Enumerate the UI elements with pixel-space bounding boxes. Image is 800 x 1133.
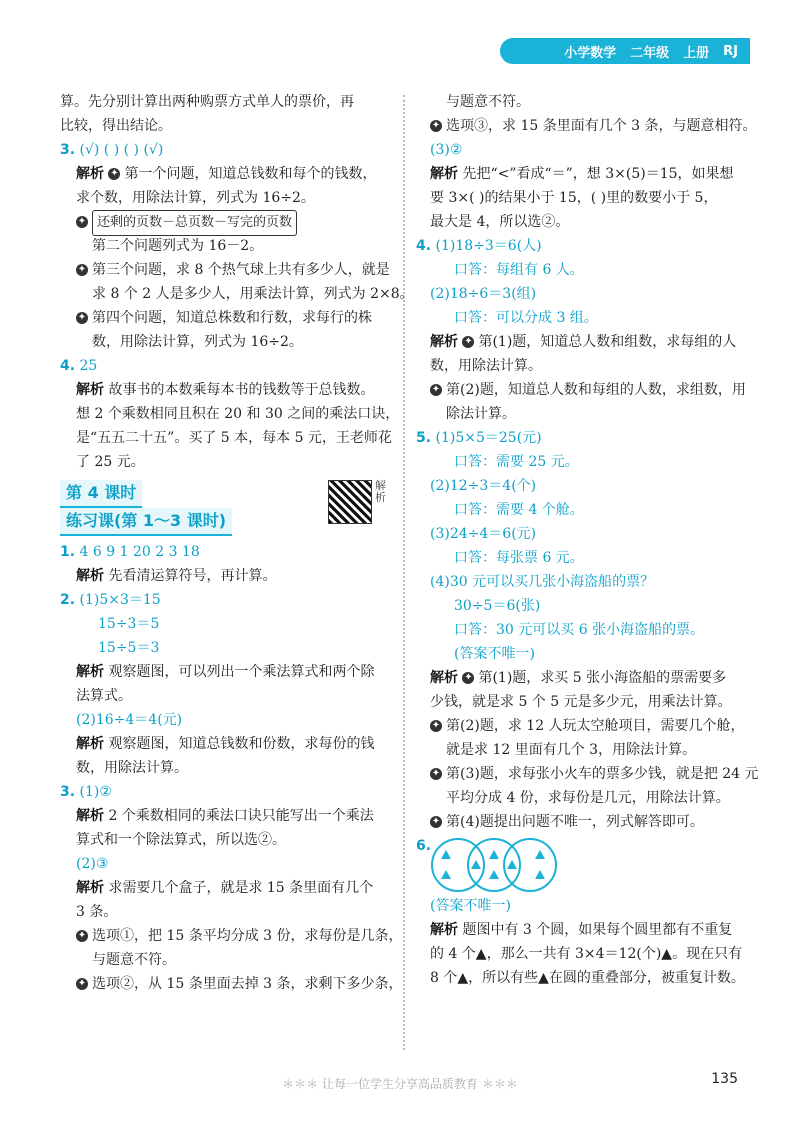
question-3: 3. (√) ( ) ( ) (√) <box>60 142 164 158</box>
text-line: 数，用除法计算。 <box>430 358 542 374</box>
point-icon: ✦ <box>77 312 87 323</box>
triangle-icon <box>535 850 545 859</box>
triangle-icon <box>441 850 451 859</box>
header-grade: 二年级 <box>630 45 670 61</box>
text-line: ✦ 选项②，从 15 条里面去掉 3 条，求剩下多少条， <box>77 976 403 992</box>
text-line: ✦ 第(3)题，求每张小火车的票多少钱，就是把 24 元 <box>431 766 759 782</box>
note: (答案不唯一) <box>454 646 535 662</box>
point-icon: ✦ <box>431 816 441 827</box>
triangle-icon <box>507 860 517 869</box>
text-line: ✦ 第三个问题，求 8 个热气球上共有多少人，就是 <box>77 262 390 278</box>
footer-slogan: ＊＊＊ 让每一位学生分享高品质教育 ＊＊＊ <box>282 1077 518 1091</box>
text-line: 比较，得出结论。 <box>60 118 172 134</box>
lesson-heading <box>60 480 390 540</box>
question-4: 4. 25 <box>60 358 98 374</box>
answer: (2)③ <box>76 856 109 872</box>
analysis-line: 解析 ✦ 第(1)题，求买 5 张小海盗船的票需要多 <box>430 670 727 686</box>
practice-3: 3. (1)② <box>60 784 112 800</box>
text-line: 是“五五二十五”。买了 5 本，每本 5 元，王老师花 <box>76 430 392 446</box>
analysis-line: 解析 2 个乘数相同的乘法口诀只能写出一个乘法 <box>76 808 374 824</box>
text-line: 就是求 12 里面有几个 3，用除法计算。 <box>446 742 697 758</box>
note: (答案不唯一) <box>430 898 511 914</box>
equation: (2)16÷4＝4(元) <box>76 712 183 728</box>
answer: 口答：每张票 6 元。 <box>454 550 584 566</box>
text-line: 想 2 个乘数相同且积在 20 和 30 之间的乘法口诀， <box>76 406 400 422</box>
lesson-subtitle: 练习课(第 1～3 课时) <box>60 508 232 536</box>
text-line: 与题意不符。 <box>92 952 176 968</box>
analysis-line: 解析 先看清运算符号，再计算。 <box>76 568 277 584</box>
analysis-line: 解析 ✦ 第一个问题，知道总钱数和每个的钱数， <box>76 166 377 182</box>
text-line: ✦ 第(2)题，求 12 人玩太空舱项目，需要几个舱， <box>431 718 745 734</box>
triangle-icon <box>489 870 499 879</box>
point-icon: ✦ <box>77 264 87 275</box>
analysis-line: 解析 先把“<”看成“＝”，想 3×(5)＝15，如果想 <box>430 166 734 182</box>
text-line: ✦ 第四个问题，知道总株数和行数，求每行的株 <box>77 310 372 326</box>
question-5: 5. (1)5×5＝25(元) <box>416 430 542 446</box>
left-column <box>60 90 414 996</box>
point-icon: ✦ <box>77 930 87 941</box>
point-icon: ✦ <box>431 120 441 131</box>
analysis-line: 解析 ✦ 第(1)题，知道总人数和组数，求每组的人 <box>430 334 737 350</box>
equation: (4)30 元可以买几张小海盗船的票？ <box>430 574 655 590</box>
question-6: 6. <box>416 838 760 894</box>
point-icon: ✦ <box>464 336 473 347</box>
text-line: 求 8 个 2 人是多少人，用乘法计算，列式为 2×8。 <box>92 286 414 302</box>
text-line: 8 个▲，所以有些▲在圆的重叠部分，被重复计数。 <box>430 970 745 986</box>
text-line: ✦ 选项③，求 15 条里面有几个 3 条，与题意相符。 <box>431 118 757 134</box>
qr-code-icon[interactable] <box>328 480 372 524</box>
text-line: 数，用除法计算，列式为 16÷2。 <box>92 334 303 350</box>
point-icon: ✦ <box>431 384 441 395</box>
triangle-icon <box>441 870 451 879</box>
text-line: ✦ 第(2)题，知道总人数和每组的人数，求组数，用 <box>431 382 746 398</box>
triangle-icon <box>489 850 499 859</box>
point-icon: ✦ <box>77 216 87 227</box>
practice-1: 1. 4 6 9 1 20 2 3 18 <box>60 544 200 560</box>
text-line: 少钱，就是求 5 个 5 元是多少元，用乘法计算。 <box>430 694 732 710</box>
analysis-line: 解析 观察题图，可以列出一个乘法算式和两个除 <box>76 664 375 680</box>
point-icon: ✦ <box>464 672 473 683</box>
answer: 口答：需要 25 元。 <box>454 454 579 470</box>
point-icon: ✦ <box>77 978 87 989</box>
qr-label: 解析 <box>375 479 386 504</box>
text-line: 最大是 4，所以选②。 <box>430 214 570 230</box>
text-line: 要 3×( )的结果小于 15，( )里的数要小于 5， <box>430 190 718 206</box>
answer: 口答：需要 4 个舱。 <box>454 502 584 518</box>
text-line: ✦ 第(4)题提出问题不唯一，列式解答即可。 <box>431 814 704 830</box>
text-line: 求个数，用除法计算，列式为 16÷2。 <box>76 190 315 206</box>
header-subject: 小学数学 <box>564 45 617 61</box>
answer: 口答：每组有 6 人。 <box>454 262 584 278</box>
question-4-right: 4. (1)18÷3＝6(人) <box>416 238 542 254</box>
q3-answers: (√) ( ) ( ) (√) <box>79 142 164 158</box>
text-line: 平均分成 4 份，求每份是几元，用除法计算。 <box>446 790 730 806</box>
text-line: 数，用除法计算。 <box>76 760 188 776</box>
equation: 15÷5＝3 <box>98 640 160 656</box>
text-line: 除法计算。 <box>446 406 516 422</box>
equation: (3)24÷4＝6(元) <box>430 526 537 542</box>
text-line: ✦ 选项①，把 15 条平均分成 3 份，求每份是几条， <box>77 928 403 944</box>
text-line: 3 条。 <box>76 904 118 920</box>
text-line: 算式和一个除法算式，所以选②。 <box>76 832 286 848</box>
text-line: 与题意不符。 <box>446 94 530 110</box>
text-line: 的 4 个▲，那么一共有 3×4＝12(个)▲。现在只有 <box>430 946 743 962</box>
triangle-icon <box>471 860 481 869</box>
practice-2: 2. (1)5×3＝15 <box>60 592 161 608</box>
page-number: 135 <box>711 1071 738 1087</box>
text-line: 法算式。 <box>76 688 132 704</box>
answer: 口答：可以分成 3 组。 <box>454 310 598 326</box>
point-icon: ✦ <box>431 720 441 731</box>
equation: (2)12÷3＝4(个) <box>430 478 537 494</box>
right-column <box>416 90 760 990</box>
header-edition: RJ <box>723 43 738 59</box>
formula-box: 还剩的页数－总页数－写完的页数 <box>92 210 297 236</box>
analysis-line: 解析 故事书的本数乘每本书的钱数等于总钱数。 <box>76 382 375 398</box>
analysis-line: 解析 观察题图，知道总钱数和份数，求每份的钱 <box>76 736 375 752</box>
venn-diagram <box>431 838 561 894</box>
point-icon: ✦ <box>110 168 119 179</box>
header-bar <box>500 38 750 64</box>
lesson-title: 第 4 课时 <box>60 480 142 508</box>
column-divider <box>403 95 405 1050</box>
point-icon: ✦ <box>431 768 441 779</box>
text-line: 算。先分别计算出两种购票方式单人的票价，再 <box>60 94 354 110</box>
analysis-line: 解析 求需要几个盒子，就是求 15 条里面有几个 <box>76 880 374 896</box>
equation: 15÷3＝5 <box>98 616 160 632</box>
header-term: 上册 <box>683 45 710 61</box>
equation: (2)18÷6＝3(组) <box>430 286 537 302</box>
triangle-icon <box>535 870 545 879</box>
analysis-line: 解析 题图中有 3 个圆，如果每个圆里都有不重复 <box>430 922 733 938</box>
answer: 口答：30 元可以买 6 张小海盗船的票。 <box>454 622 705 638</box>
text-line: 第二个问题列式为 16－2。 <box>92 238 264 254</box>
answer: (3)② <box>430 142 463 158</box>
equation: 30÷5＝6(张) <box>454 598 541 614</box>
text-line <box>76 210 390 234</box>
text-line: 了 25 元。 <box>76 454 145 470</box>
